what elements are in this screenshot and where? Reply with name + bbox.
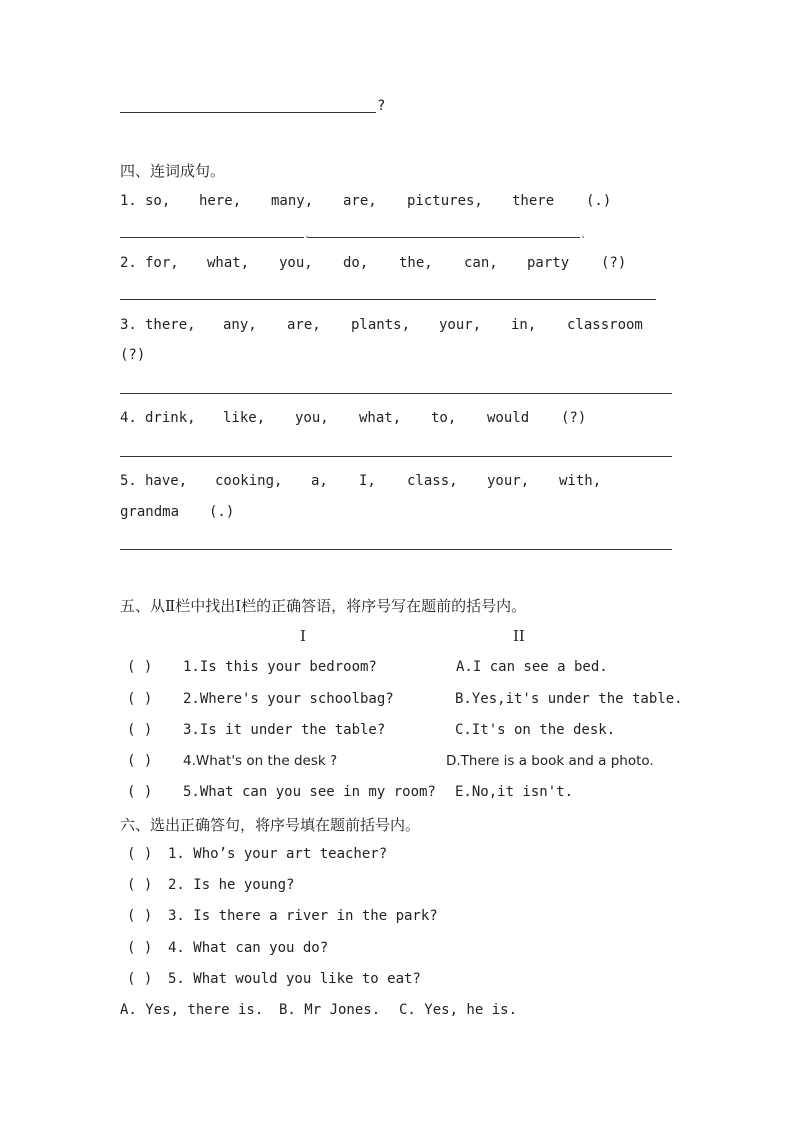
match-question: 5.What can you see in my room? [183, 784, 436, 800]
q3-word: classroom [567, 317, 643, 333]
q3-word: in, [511, 317, 537, 333]
q5-word: I, [359, 473, 376, 489]
q3-word: your, [439, 317, 482, 333]
answer-line-q5[interactable] [120, 549, 672, 550]
q5-punct: (.) [209, 504, 235, 520]
q1-word: there [512, 193, 555, 209]
section4-heading: 四、连词成句。 [120, 162, 226, 180]
section6-heading: 六、选出正确答句，将序号填在题前括号内。 [120, 816, 421, 834]
answer-line-q4[interactable] [120, 456, 672, 457]
answer-line-q3[interactable] [120, 393, 672, 394]
q3-number: 3. [120, 317, 137, 333]
match-question: 3.Is it under the table? [183, 722, 386, 738]
q2-word: the, [399, 255, 433, 271]
answer-bracket[interactable]: ( ) [127, 846, 153, 862]
q5-number: 5. [120, 473, 137, 489]
choice-question: 5. What would you like to eat? [168, 971, 421, 987]
answer-line-q1b[interactable] [308, 237, 580, 238]
q1-word: many, [271, 193, 314, 209]
q2-word: can, [464, 255, 498, 271]
answer-bracket[interactable]: ( ) [127, 659, 153, 675]
column-header-2: II [513, 627, 525, 645]
match-answer: C.It's on the desk. [455, 722, 616, 738]
q2-number: 2. [120, 255, 137, 271]
q1-word: so, [145, 193, 171, 209]
q5-word: class, [407, 473, 458, 489]
q5-word: cooking, [215, 473, 283, 489]
answer-bracket[interactable]: ( ) [127, 940, 153, 956]
q3-word: are, [287, 317, 321, 333]
match-answer: D.There is a book and a photo. [446, 753, 654, 769]
q3-punct: (?) [120, 347, 146, 363]
match-question: 4.What's on the desk ? [183, 753, 338, 769]
q4-word: to, [431, 410, 457, 426]
q5-word: have, [145, 473, 188, 489]
answer-bracket[interactable]: ( ) [127, 722, 153, 738]
q5-word: a, [311, 473, 328, 489]
match-question: 2.Where's your schoolbag? [183, 691, 394, 707]
q2-word: do, [343, 255, 369, 271]
option-a: A. Yes, there is. [120, 1002, 264, 1018]
answer-bracket[interactable]: ( ) [127, 908, 153, 924]
q2-word: party [527, 255, 570, 271]
q3-word: there, [145, 317, 196, 333]
q3-word: any, [223, 317, 257, 333]
q1-number: 1. [120, 193, 137, 209]
q1-word: pictures, [407, 193, 483, 209]
q4-word: like, [223, 410, 266, 426]
q4-word: you, [295, 410, 329, 426]
q2-word: for, [145, 255, 179, 271]
match-answer: A.I can see a bed. [456, 659, 608, 675]
match-answer: B.Yes,it's under the table. [455, 691, 683, 707]
q4-punct: (?) [561, 410, 587, 426]
q1-word: are, [343, 193, 377, 209]
q1-punct: (.) [586, 193, 612, 209]
question-mark: ? [377, 98, 386, 114]
q2-word: you, [279, 255, 313, 271]
column-header-1: I [300, 627, 306, 645]
q3-word: plants, [351, 317, 411, 333]
answer-bracket[interactable]: ( ) [127, 971, 153, 987]
q2-punct: (?) [601, 255, 627, 271]
q5-word: your, [487, 473, 530, 489]
answer-line-q1a[interactable] [120, 237, 304, 238]
q5-word: grandma [120, 504, 180, 520]
section5-heading: 五、从Ⅱ栏中找出Ⅰ栏的正确答语，将序号写在题前的括号内。 [120, 597, 527, 615]
answer-bracket[interactable]: ( ) [127, 691, 153, 707]
match-answer: E.No,it isn't. [455, 784, 574, 800]
choice-question: 4. What can you do? [168, 940, 329, 956]
q4-number: 4. [120, 410, 137, 426]
q4-word: drink, [145, 410, 196, 426]
choice-question: 2. Is he young? [168, 877, 295, 893]
answer-bracket[interactable]: ( ) [127, 753, 153, 769]
q4-word: would [487, 410, 530, 426]
answer-dot: . [579, 226, 588, 242]
answer-line-q2[interactable] [120, 299, 656, 300]
answer-dot: . [303, 226, 312, 242]
answer-line-top[interactable] [120, 112, 376, 113]
q1-word: here, [199, 193, 242, 209]
match-question: 1.Is this your bedroom? [183, 659, 377, 675]
choice-question: 3. Is there a river in the park? [168, 908, 438, 924]
choice-question: 1. Who’s your art teacher? [168, 846, 388, 862]
q4-word: what, [359, 410, 402, 426]
q5-word: with, [559, 473, 602, 489]
answer-bracket[interactable]: ( ) [127, 784, 153, 800]
q2-word: what, [207, 255, 250, 271]
option-c: C. Yes, he is. [399, 1002, 518, 1018]
answer-bracket[interactable]: ( ) [127, 877, 153, 893]
option-b: B. Mr Jones. [279, 1002, 381, 1018]
